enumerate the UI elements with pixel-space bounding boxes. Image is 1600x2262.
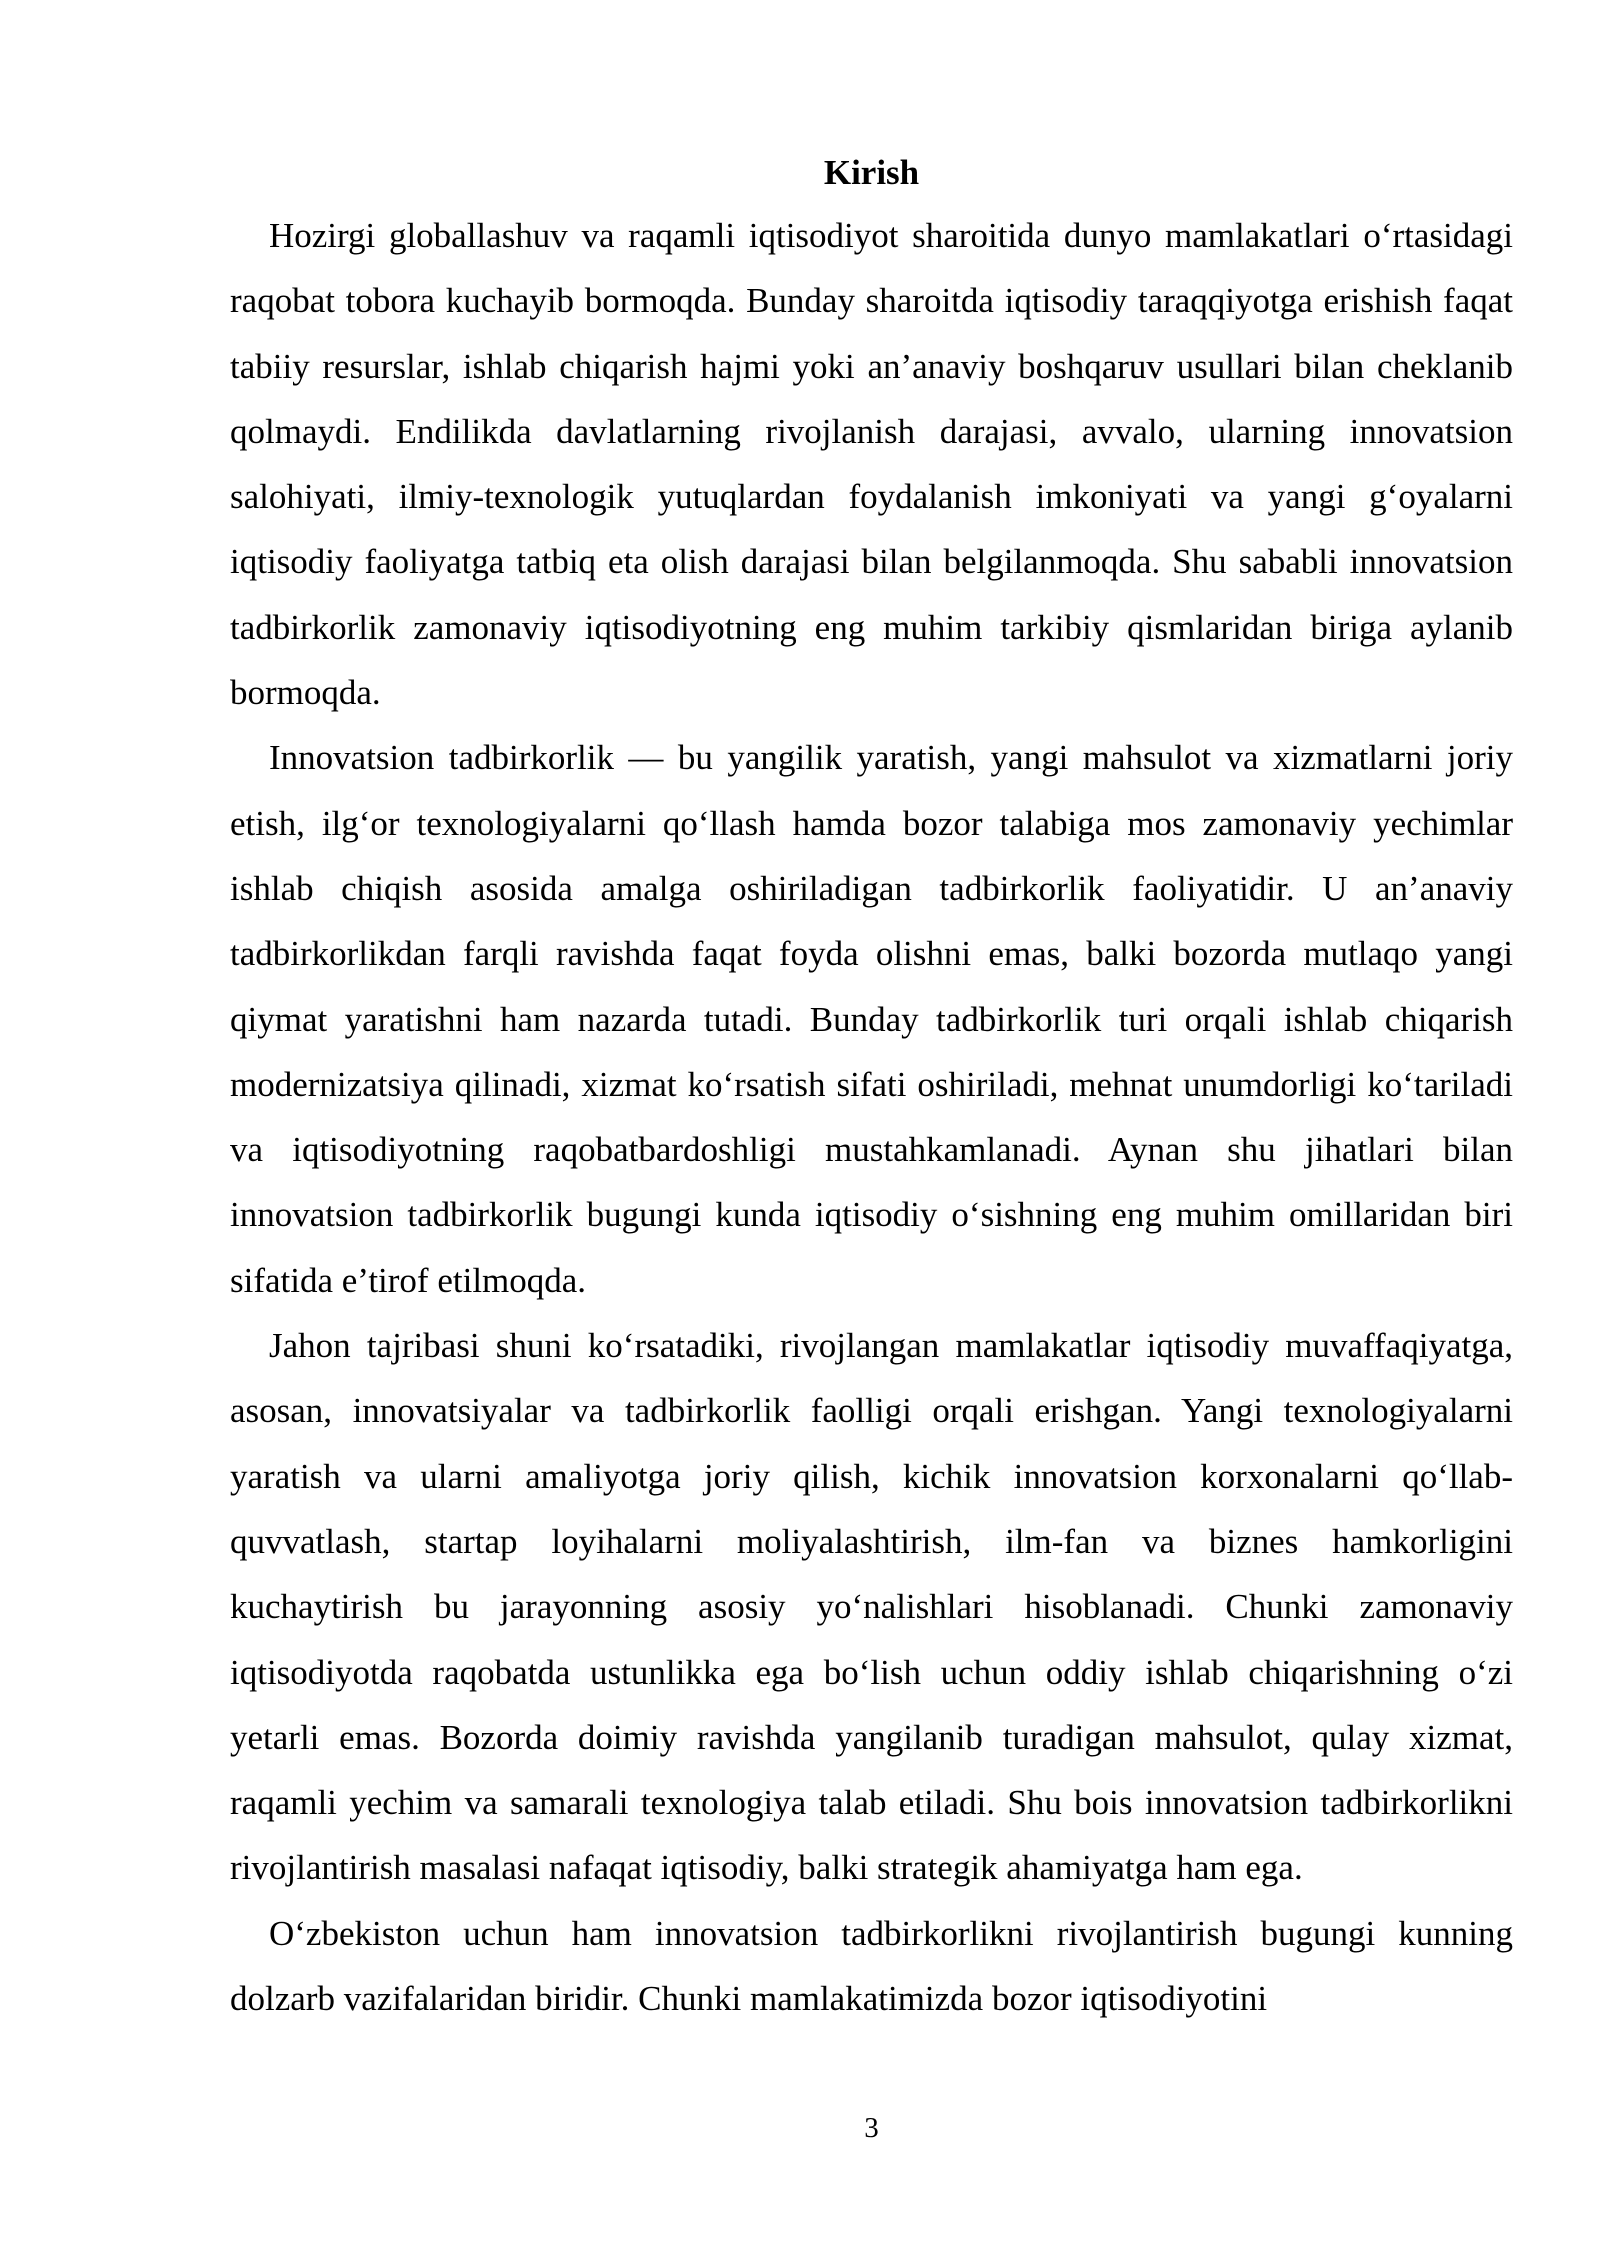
section-title: Kirish xyxy=(823,153,920,192)
paragraph-2: Innovatsion tadbirkorlik — bu yangilik yaratish, yangi mahsulot va xizmatlarni joriy etish, ilg‘or texnologiyalarni qo‘llash hamda bozor talabiga mos zamonaviy yechimlar ishlab chiqish asosida amalga oshiriladigan tadbirkorlik faoliyatidir. U an’anaviy tadbirkorlikdan farqli ravishda faqat foyda olishni emas, balki bozorda mutlaqo yangi qiymat yaratishni ham nazarda tutadi. Bunday tadbirkorlik turi orqali ishlab chiqarish modernizatsiya qilinadi, xizmat ko‘rsatish sifati oshiriladi, mehnat unumdorligi ko‘tariladi va iqtisodiyotning raqobatbardoshligi mustahkamlanadi. Aynan shu jihatlari bilan innovatsion tadbirkorlik bugungi kunda iqtisodiy o‘sishning eng muhim omillaridan biri sifatida e’tirof etilmoqda. xyxy=(230,738,1513,1300)
page-number: 3 xyxy=(864,2112,879,2144)
paragraph-1: Hozirgi globallashuv va raqamli iqtisodiyot sharoitida dunyo mamlakatlari o‘rtasidagi raqobat tobora kuchayib bormoqda. Bunday sharoitda iqtisodiy taraqqiyotga erishish faqat tabiiy resurslar, ishlab chiqarish hajmi yoki an’anaviy boshqaruv usullari bilan cheklanib qolmaydi. Endilikda davlatlarning rivojlanish darajasi, avvalo, ularning innovatsion salohiyati, ilmiy-texnologik yutuqlardan foydalanish imkoniyati va yangi g‘oyalarni iqtisodiy faoliyatga tatbiq eta olish darajasi bilan belgilanmoqda. Shu sababli innovatsion tadbirkorlik zamonaviy iqtisodiyotning eng muhim tarkibiy qismlaridan biriga aylanib bormoqda. xyxy=(230,216,1513,713)
page-content xyxy=(230,143,1513,2031)
paragraph-3: Jahon tajribasi shuni ko‘rsatadiki, rivojlangan mamlakatlar iqtisodiy muvaffaqiyatga, asosan, innovatsiyalar va tadbirkorlik faolligi orqali erishgan. Yangi texnologiyalarni yaratish va ularni amaliyotga joriy qilish, kichik innovatsion korxonalarni qo‘llab-quvvatlash, startap loyihalarni moliyalashtirish, ilm-fan va biznes hamkorligini kuchaytirish bu jarayonning asosiy yo‘nalishlari hisoblanadi. Chunki zamonaviy iqtisodiyotda raqobatda ustunlikka ega bo‘lish uchun oddiy ishlab chiqarishning o‘zi yetarli emas. Bozorda doimiy ravishda yangilanib turadigan mahsulot, qulay xizmat, raqamli yechim va samarali texnologiya talab etiladi. Shu bois innovatsion tadbirkorlikni rivojlantirish masalasi nafaqat iqtisodiy, balki strategik ahamiyatga ham ega. xyxy=(230,1326,1513,1888)
paragraph-4: O‘zbekiston uchun ham innovatsion tadbirkorlikni rivojlantirish bugungi kunning dolzarb vazifalaridan biridir. Chunki mamlakatimizda bozor iqtisodiyotini xyxy=(230,1913,1513,2019)
